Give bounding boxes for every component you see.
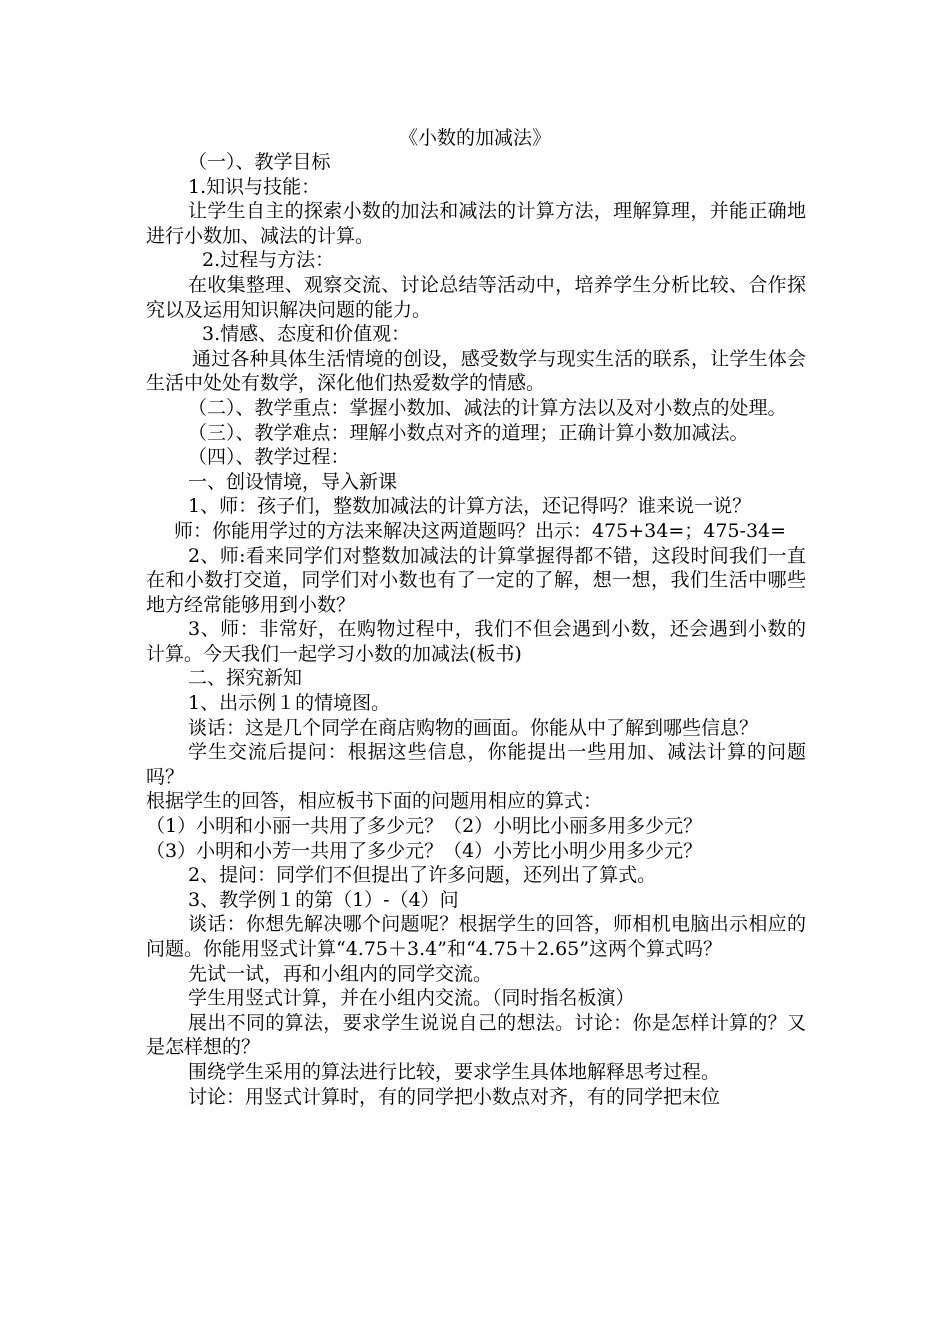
section-heading: （二）、教学重点：掌握小数加、减法的计算方法以及对小数点的处理。 xyxy=(188,396,787,419)
paragraph: 师：你能用学过的方法来解决这两道题吗？出示：475+34=；475-34= xyxy=(174,519,787,542)
document-title: 《小数的加减法》 xyxy=(398,127,551,149)
section-heading: （三）、教学难点：理解小数点对齐的道理；正确计算小数加减法。 xyxy=(188,421,749,444)
subsection-heading: 2.过程与方法： xyxy=(202,249,335,272)
paragraph: 围绕学生采用的算法进行比较，要求学生具体地解释思考过程。 xyxy=(188,1060,721,1083)
paragraph: 3、教学例１的第（1）-（4）问 xyxy=(188,888,459,911)
paragraph: 在收集整理、观察交流、讨论总结等活动中，培养学生分析比较、合作探究以及运用知识解决问题的能力。 xyxy=(146,273,806,321)
paragraph: 1、师：孩子们，整数加减法的计算方法，还记得吗？谁来说一说？ xyxy=(188,495,752,518)
subsection-heading: 1.知识与技能： xyxy=(188,175,321,198)
part-heading: 一、创设情境，导入新课 xyxy=(188,470,398,493)
paragraph: 3、师：非常好，在购物过程中，我们不但会遇到小数，还会遇到小数的计算。今天我们一起学习小数的加减法(板书) xyxy=(146,618,806,665)
paragraph: 学生用竖式计算，并在小组内交流。（同时指名板演） xyxy=(188,987,635,1010)
paragraph: 2、提问：同学们不但提出了许多问题，还列出了算式。 xyxy=(188,864,657,887)
part-heading: 二、探究新知 xyxy=(188,667,303,690)
section-heading: （四）、教学过程： xyxy=(188,446,350,469)
paragraph: 让学生自主的探索小数的加法和减法的计算方法，理解算理，并能正确地进行小数加、减法的计算。 xyxy=(146,200,806,247)
paragraph: 先试一试，再和小组内的同学交流。 xyxy=(188,962,493,985)
paragraph: 展出不同的算法，要求学生说说自己的想法。讨论：你是怎样计算的？又是怎样想的？ xyxy=(146,1011,806,1059)
paragraph: 根据学生的回答，相应板书下面的问题用相应的算式： xyxy=(146,790,603,813)
paragraph: 通过各种具体生活情境的创设，感受数学与现实生活的联系，让学生体会生活中处处有数学，深化他们热爱数学的情感。 xyxy=(146,347,806,395)
section-heading: （一）、教学目标 xyxy=(188,151,331,173)
subsection-heading: 3.情感、态度和价值观： xyxy=(202,323,411,346)
paragraph: 学生交流后提问：根据这些信息，你能提出一些用加、减法计算的问题吗？ xyxy=(146,741,806,788)
paragraph: 讨论：用竖式计算时，有的同学把小数点对齐，有的同学把末位 xyxy=(188,1085,721,1108)
document-body xyxy=(146,150,806,1109)
question-line: （1）小明和小丽一共用了多少元？（2）小明比小丽多用多少元？ xyxy=(146,815,703,838)
paragraph: 谈话：你想先解决哪个问题呢？根据学生的回答，师相机电脑出示相应的问题。你能用竖式计算“4.75＋3.4”和“4.75＋2.65”这两个算式吗？ xyxy=(146,913,806,960)
paragraph: 2、师:看来同学们对整数加减法的计算掌握得都不错，这段时间我们一直在和小数打交道，同学们对小数也有了一定的了解，想一想，我们生活中哪些地方经常能够用到小数？ xyxy=(146,544,806,616)
paragraph: 1、出示例１的情境图。 xyxy=(188,692,391,715)
paragraph: 谈话：这是几个同学在商店购物的画面。你能从中了解到哪些信息？ xyxy=(188,716,759,739)
question-line: （3）小明和小芳一共用了多少元？（4）小芳比小明少用多少元？ xyxy=(146,839,703,862)
